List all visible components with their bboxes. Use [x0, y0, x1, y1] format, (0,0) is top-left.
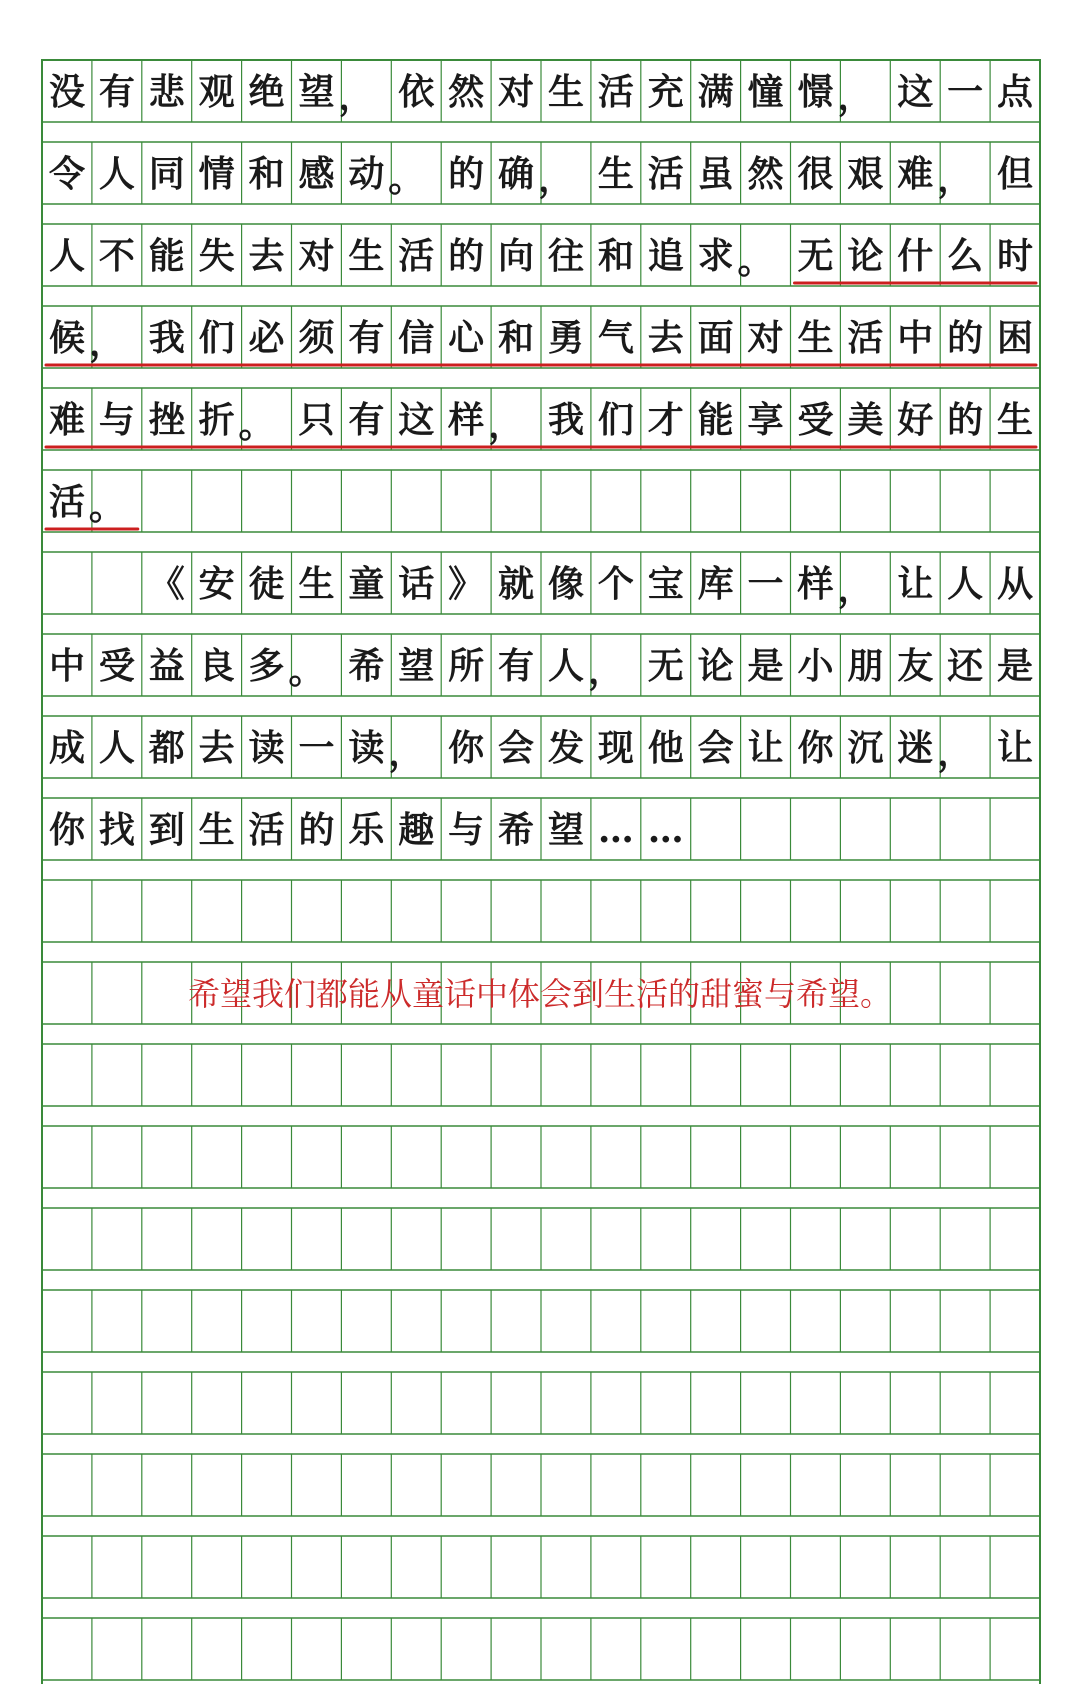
essay-char: 宝	[647, 563, 684, 605]
essay-char: 活	[48, 481, 85, 523]
grid-row	[42, 224, 1040, 286]
essay-char: …	[597, 809, 634, 851]
essay-char: 难	[897, 153, 934, 195]
essay-char: 们	[198, 317, 235, 359]
essay-char: 沉	[847, 727, 884, 769]
essay-char: 的	[298, 809, 335, 851]
grid-row	[42, 634, 1040, 696]
essay-char: 生	[547, 71, 584, 113]
essay-char: 人	[98, 153, 135, 195]
essay-char: 很	[797, 153, 834, 195]
essay-char: 折	[198, 399, 235, 441]
grid-row	[42, 1618, 1040, 1680]
essay-char: 失	[198, 235, 235, 277]
essay-char: 徒	[248, 563, 285, 605]
essay-char: 候	[48, 317, 85, 359]
essay-char: 同	[148, 153, 185, 195]
essay-char: 一	[747, 563, 784, 605]
grid-row	[42, 1372, 1040, 1434]
grid-row	[42, 1126, 1040, 1188]
essay-char: ，	[837, 76, 874, 118]
essay-char: 勇	[547, 317, 584, 359]
essay-line	[49, 153, 1033, 200]
essay-char: 库	[697, 563, 734, 605]
essay-char: 去	[248, 235, 285, 277]
essay-char: 找	[98, 809, 135, 851]
essay-char: 困	[997, 317, 1034, 359]
essay-char: 生	[997, 399, 1034, 441]
essay-char: 情	[198, 153, 235, 195]
essay-char: 令	[48, 153, 85, 195]
essay-char: 无	[797, 235, 834, 277]
essay-char: 美	[847, 399, 884, 441]
essay-char: 益	[148, 645, 185, 687]
essay-char: 信	[398, 317, 435, 359]
essay-char: 人	[547, 645, 584, 687]
essay-char: 挫	[148, 399, 185, 441]
essay-char: 但	[997, 153, 1034, 195]
essay-char: 点	[997, 71, 1034, 113]
grid-row	[42, 1454, 1040, 1516]
essay-char: 乐	[348, 809, 385, 851]
essay-char: 他	[647, 727, 684, 769]
essay-char: 个	[597, 563, 634, 605]
essay-char: ，	[488, 404, 525, 446]
essay-char: 艰	[847, 153, 884, 195]
essay-char: 。	[238, 404, 275, 446]
essay-char: 去	[647, 317, 684, 359]
essay-char: 望	[398, 645, 435, 687]
essay-char: 与	[98, 399, 135, 441]
essay-char: 安	[198, 563, 235, 605]
essay-char: 不	[98, 235, 135, 277]
essay-char: 友	[897, 645, 934, 687]
essay-char: 中	[897, 317, 934, 359]
essay-char: 活	[248, 809, 285, 851]
essay-char: 这	[897, 71, 934, 113]
essay-char: 悲	[148, 71, 185, 113]
essay-char: 有	[348, 399, 385, 441]
essay-char: ，	[937, 158, 974, 200]
essay-char: 良	[198, 645, 235, 687]
essay-char: 无	[647, 645, 684, 687]
essay-char: 与	[448, 809, 485, 851]
essay-char: 有	[98, 71, 135, 113]
essay-char: 享	[747, 399, 784, 441]
essay-char: 有	[498, 645, 535, 687]
grid-row	[42, 470, 1040, 532]
essay-char: 发	[547, 727, 584, 769]
essay-char: 然	[747, 153, 784, 195]
essay-char: ，	[88, 322, 125, 364]
essay-char: 向	[498, 235, 535, 277]
essay-char: 对	[747, 317, 784, 359]
essay-char: 是	[997, 645, 1034, 687]
essay-char: 现	[597, 727, 634, 769]
essay-char: 追	[647, 235, 684, 277]
essay-char: …	[647, 809, 684, 851]
essay-char: 的	[448, 235, 485, 277]
essay-line	[49, 809, 684, 851]
essay-char: 你	[48, 809, 85, 851]
grid-row	[42, 1208, 1040, 1270]
essay-char: 《	[148, 563, 185, 605]
essay-char: 能	[148, 235, 185, 277]
essay-char: 所	[448, 645, 485, 687]
essay-char: 们	[597, 399, 634, 441]
essay-char: 受	[98, 645, 135, 687]
essay-char: 和	[248, 153, 285, 195]
essay-char: 你	[448, 727, 485, 769]
essay-char: 像	[547, 563, 584, 605]
essay-char: 依	[398, 71, 435, 113]
essay-char: 话	[398, 563, 435, 605]
essay-char: 活	[647, 153, 684, 195]
essay-char: 让	[897, 563, 934, 605]
essay-char: ，	[587, 650, 624, 692]
essay-char: 会	[498, 727, 535, 769]
essay-char: 还	[947, 645, 984, 687]
essay-char: 论	[847, 235, 884, 277]
essay-char: 样	[448, 399, 485, 441]
essay-char: 的	[947, 317, 984, 359]
essay-char: 。	[288, 650, 325, 692]
essay-char: 活	[597, 71, 634, 113]
essay-char: 一	[947, 71, 984, 113]
essay-char: 去	[198, 727, 235, 769]
essay-char: 生	[597, 153, 634, 195]
essay-char: 观	[198, 71, 235, 113]
essay-char: 憧	[747, 71, 784, 113]
essay-char: 生	[198, 809, 235, 851]
essay-char: 憬	[797, 71, 834, 113]
essay-char: 面	[697, 317, 734, 359]
essay-char: 会	[697, 727, 734, 769]
essay-char: 你	[797, 727, 834, 769]
essay-char: 让	[747, 727, 784, 769]
essay-char: 活	[847, 317, 884, 359]
essay-char: 没	[48, 71, 85, 113]
essay-char: 让	[997, 727, 1034, 769]
essay-char: 气	[597, 317, 634, 359]
essay-char: 对	[298, 235, 335, 277]
essay-char: 论	[697, 645, 734, 687]
essay-char: 确	[498, 153, 535, 195]
essay-char: 。	[388, 158, 425, 200]
essay-char: 虽	[697, 153, 734, 195]
teacher-comment: 希望我们都能从童话中体会到生活的甜蜜与希望。	[187, 975, 893, 1013]
grid-row	[42, 880, 1040, 942]
cell-grid	[42, 60, 1040, 1680]
essay-char: 心	[448, 317, 485, 359]
essay-char: 是	[747, 645, 784, 687]
essay-char: 到	[148, 809, 185, 851]
essay-char: 的	[448, 153, 485, 195]
sheet-frame	[42, 60, 1040, 1684]
essay-char: 》	[448, 563, 485, 605]
essay-char: 样	[797, 563, 834, 605]
essay-char: ，	[837, 568, 874, 610]
essay-char: 好	[897, 399, 934, 441]
essay-char: 的	[947, 399, 984, 441]
essay-char: 希	[498, 809, 535, 851]
essay-char: 一	[298, 727, 335, 769]
essay-char: 我	[148, 317, 185, 359]
essay-char: 成	[48, 727, 85, 769]
essay-char: 往	[547, 235, 584, 277]
essay-char: 动	[348, 153, 385, 195]
essay-char: 能	[697, 399, 734, 441]
essay-char: 时	[997, 235, 1034, 277]
essay-char: 迷	[897, 727, 934, 769]
essay-char: 求	[697, 235, 734, 277]
essay-char: ，	[388, 732, 425, 774]
essay-char: 充	[647, 71, 684, 113]
essay-char: 希	[348, 645, 385, 687]
essay-char: 满	[697, 71, 734, 113]
essay-char: 必	[248, 317, 285, 359]
grid-row	[42, 798, 1040, 860]
essay-char: 什	[897, 235, 934, 277]
essay-char: 这	[398, 399, 435, 441]
essay-char: 须	[298, 317, 335, 359]
essay-char: 人	[98, 727, 135, 769]
essay-char: ，	[537, 158, 574, 200]
essay-char: 望	[298, 71, 335, 113]
essay-char: ，	[338, 76, 375, 118]
essay-char: 人	[48, 235, 85, 277]
essay-char: 多	[248, 645, 285, 687]
essay-char: 读	[248, 727, 285, 769]
grid-row	[42, 388, 1040, 450]
essay-char: 我	[547, 399, 584, 441]
essay-char: 读	[348, 727, 385, 769]
essay-char: 就	[498, 563, 535, 605]
essay-char: 难	[48, 399, 85, 441]
grid-row	[42, 1044, 1040, 1106]
essay-char: 中	[48, 645, 85, 687]
grid-row	[42, 1536, 1040, 1598]
essay-char: 小	[797, 645, 834, 687]
essay-char: 才	[647, 399, 684, 441]
essay-char: 生	[797, 317, 834, 359]
grid-row	[42, 552, 1040, 614]
essay-char: 绝	[248, 71, 285, 113]
essay-char: 有	[348, 317, 385, 359]
essay-char: 然	[448, 71, 485, 113]
grid-row	[42, 1290, 1040, 1352]
essay-char: 和	[498, 317, 535, 359]
essay-char: 受	[797, 399, 834, 441]
essay-char: 望	[547, 809, 584, 851]
essay-char: 感	[298, 153, 335, 195]
essay-char: 都	[148, 727, 185, 769]
essay-char: 童	[348, 563, 385, 605]
essay-char: 生	[298, 563, 335, 605]
essay-char: 朋	[847, 645, 884, 687]
essay-char: 。	[88, 486, 125, 528]
essay-char: 趣	[398, 809, 435, 851]
essay-char: 生	[348, 235, 385, 277]
essay-char: 活	[398, 235, 435, 277]
essay-line	[49, 481, 125, 528]
essay-char: 和	[597, 235, 634, 277]
grid-row	[42, 306, 1040, 368]
essay-char: 人	[947, 563, 984, 605]
essay-char: 。	[737, 240, 774, 282]
essay-char: 从	[997, 563, 1034, 605]
grid-row	[42, 60, 1040, 122]
essay-char: 对	[498, 71, 535, 113]
essay-char: 么	[947, 235, 984, 277]
grid-row	[42, 716, 1040, 778]
essay-char: 只	[298, 399, 335, 441]
essay-char: ，	[937, 732, 974, 774]
